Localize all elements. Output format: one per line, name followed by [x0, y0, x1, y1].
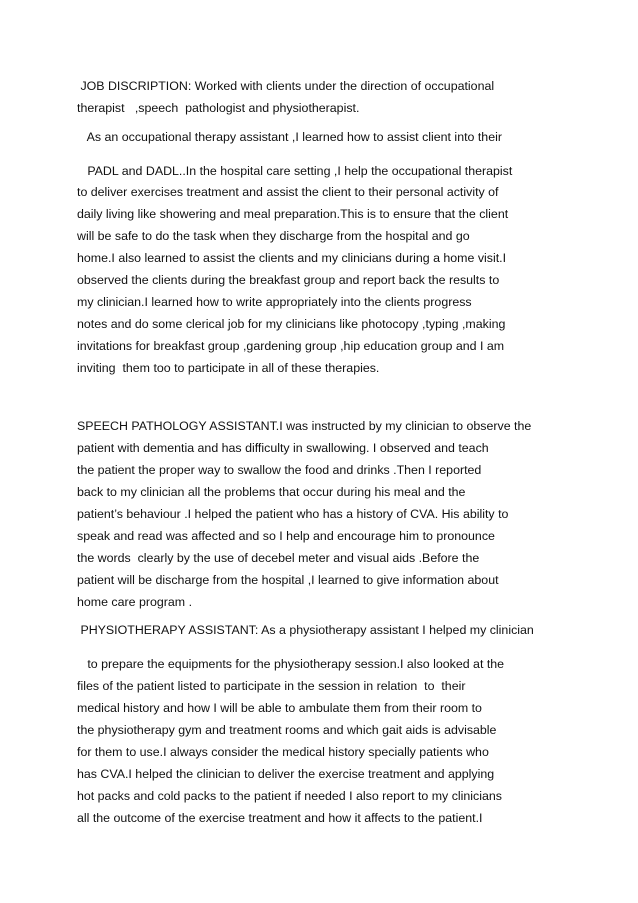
text-line: will be safe to do the task when they discharge from the hospital and go: [77, 229, 470, 243]
text-line: therapist ,speech pathologist and physiotherapist.: [77, 101, 360, 115]
text-line: notes and do some clerical job for my clinicians like photocopy ,typing ,making: [77, 317, 506, 331]
text-line: the words clearly by the use of decebel meter and visual aids .Before the: [77, 551, 480, 565]
text-line: for them to use.I always consider the medical history specially patients who: [77, 745, 489, 759]
text-line: As an occupational therapy assistant ,I learned how to assist client into their: [77, 130, 502, 144]
text-line: my clinician.I learned how to write appropriately into the clients progress: [77, 295, 472, 309]
text-line: invitations for breakfast group ,gardening group ,hip education group and I am: [77, 339, 505, 353]
text-line: PHYSIOTHERAPY ASSISTANT: As a physiotherapy assistant I helped my clinician: [77, 623, 534, 637]
text-line: daily living like showering and meal preparation.This is to ensure that the client: [77, 207, 509, 221]
text-line: files of the patient listed to participate in the session in relation to their: [77, 679, 466, 693]
text-line: has CVA.I helped the clinician to deliver the exercise treatment and applying: [77, 767, 495, 781]
text-line: patient’s behaviour .I helped the patient who has a history of CVA. His ability to: [77, 507, 509, 521]
text-line: JOB DISCRIPTION: Worked with clients under the direction of occupational: [77, 79, 495, 93]
text-line: the physiotherapy gym and treatment rooms and which gait aids is advisable: [77, 723, 497, 737]
text-line: patient will be discharge from the hospital ,I learned to give information about: [77, 573, 499, 587]
text-line: back to my clinician all the problems that occur during his meal and the: [77, 485, 466, 499]
text-line: the patient the proper way to swallow the food and drinks .Then I reported: [77, 463, 482, 477]
text-line: SPEECH PATHOLOGY ASSISTANT.I was instructed by my clinician to observe the: [77, 419, 532, 433]
text-line: home.I also learned to assist the clients and my clinicians during a home visit.I: [77, 251, 507, 265]
text-line: to prepare the equipments for the physiotherapy session.I also looked at the: [77, 657, 505, 671]
text-line: patient with dementia and has difficulty in swallowing. I observed and teach: [77, 441, 489, 455]
text-line: PADL and DADL..In the hospital care setting ,I help the occupational therapist: [77, 164, 513, 178]
text-line: all the outcome of the exercise treatment and how it affects to the patient.I: [77, 811, 483, 825]
text-line: home care program .: [77, 595, 193, 609]
text-line: to deliver exercises treatment and assist the client to their personal activity of: [77, 185, 499, 199]
text-line: speak and read was affected and so I help and encourage him to pronounce: [77, 529, 495, 543]
text-line: hot packs and cold packs to the patient if needed I also report to my clinicians: [77, 789, 502, 803]
text-line: observed the clients during the breakfast group and report back the results to: [77, 273, 500, 287]
text-line: inviting them too to participate in all of these therapies.: [77, 361, 380, 375]
text-line: medical history and how I will be able to ambulate them from their room to: [77, 701, 482, 715]
